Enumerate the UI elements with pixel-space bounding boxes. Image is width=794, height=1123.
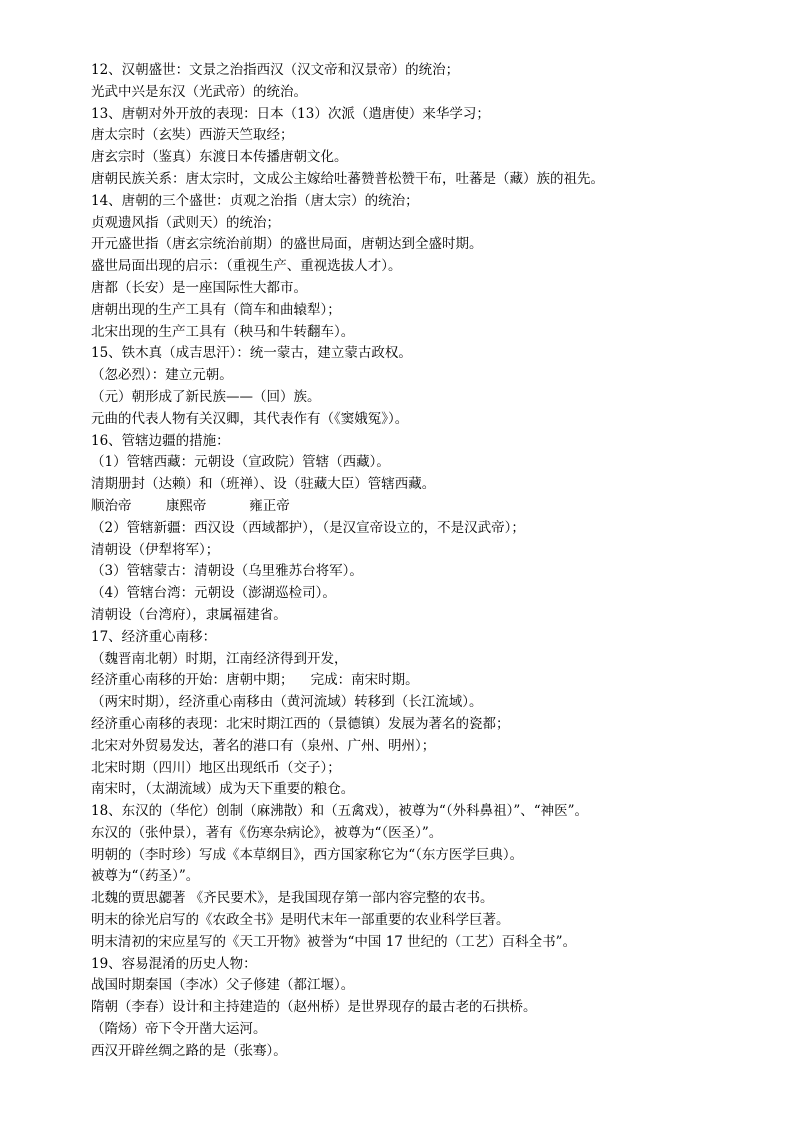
text-line: 元曲的代表人物有关汉卿，其代表作有（《窦娥冤》）。 [91,410,409,427]
text-line: 明末的徐光启写的《农政全书》是明代末年一部重要的农业科学巨著。 [91,912,510,929]
text-line: 18、东汉的（华佗）创制（麻沸散）和（五禽戏），被尊为“（外科鼻祖）”、“神医”。 [91,803,589,820]
text-line: 被尊为“（药圣）”。 [91,868,200,885]
text-line: 隋朝（李春）设计和主持建造的（赵州桥）是世界现存的最古老的石拱桥。 [91,999,537,1016]
text-line: 北宋对外贸易发达，著名的港口有（泉州、广州、明州）； [91,737,436,754]
text-line: 明朝的（李时珍）写成《本草纲目》，西方国家称它为“（东方医学巨典）。 [91,846,524,863]
text-line: 唐太宗时（玄奘）西游天竺取经； [91,127,294,144]
text-line: 北魏的贾思勰著 《齐民要术》，是我国现存第一部内容完整的农书。 [91,890,494,907]
text-line: （忽必烈）：建立元朝。 [91,367,233,384]
text-line: 13、唐朝对外开放的表现：日本（13）次派（遣唐使）来华学习； [91,105,490,122]
text-line: 唐玄宗时（鉴真）东渡日本传播唐朝文化。 [91,149,348,166]
text-line: （魏晋南北朝）时期，江南经济得到开发， [91,650,348,667]
text-line: （两宋时期），经济重心南移由（黄河流域）转移到（长江流域）。 [91,694,483,711]
text-line: （3）管辖蒙古：清朝设（乌里雅苏台将军）。 [91,563,363,580]
text-line: 唐朝出现的生产工具有（筒车和曲辕犁）； [91,301,341,318]
text-line: 战国时期秦国（李冰）父子修建（都江堰）。 [91,977,355,994]
text-line: （2）管辖新疆：西汉设（西域都护），（是汉宣帝设立的，不是汉武帝）； [91,519,525,536]
text-line: 西汉开辟丝绸之路的是（张骞）。 [91,1042,287,1059]
text-line: 贞观遗风指（武则天）的统治； [91,214,280,231]
text-line: 19、容易混淆的历史人物： [91,955,257,972]
text-line: 17、经济重心南移： [91,628,217,645]
text-line: 南宋时，（太湖流域）成为天下重要的粮仓。 [91,781,355,798]
text-line: （隋炀）帝下令开凿大运河。 [91,1021,267,1038]
document-page [91,60,751,1063]
text-line: 12、汉朝盛世：文景之治指西汉（汉文帝和汉景帝）的统治； [91,62,460,78]
text-line: 清朝设（台湾府），隶属福建省。 [91,606,287,623]
text-line: 经济重心南移的表现：北宋时期江西的（景德镇）发展为著名的瓷都； [91,715,510,732]
text-line: （4）管辖台湾：元朝设（澎湖巡检司）。 [91,585,336,602]
text-line: 开元盛世指（唐玄宗统治前期）的盛世局面，唐朝达到全盛时期。 [91,236,483,253]
text-line: 14、唐朝的三个盛世：贞观之治指（唐太宗）的统治； [91,192,419,209]
text-line: 唐朝民族关系：唐太宗时，文成公主嫁给吐蕃赞普松赞干布，吐蕃是（藏）族的祖先。 [91,170,604,187]
text-line: 顺治帝 康熙帝 雍正帝 [91,497,290,514]
text-line: 东汉的（张仲景），著有《伤寒杂病论》，被尊为“（医圣）”。 [91,824,443,841]
text-line: 清朝设（伊犁将军）； [91,541,220,558]
text-line: 清期册封（达赖）和（班禅）、设（驻藏大臣）管辖西藏。 [91,476,436,493]
text-line: 明末清初的宋应星写的《天工开物》被誉为“中国 17 世纪的（工艺）百科全书”。 [91,933,577,950]
text-line: 经济重心南移的开始：唐朝中期； 完成：南宋时期。 [91,672,419,689]
text-line: 16、管辖边疆的措施： [91,432,230,449]
text-line: （1）管辖西藏：元朝设（宣政院）管辖（西藏）。 [91,454,390,471]
text-line: 15、铁木真（成吉思汗）：统一蒙古，建立蒙古政权。 [91,345,412,362]
text-line: （元）朝形成了新民族——（回）族。 [91,388,321,405]
text-line: 唐都（长安）是一座国际性大都市。 [91,279,307,296]
text-line: 盛世局面出现的启示：（重视生产、重视选拔人才）。 [91,258,402,275]
text-line: 光武中兴是东汉（光武帝）的统治。 [91,83,307,100]
text-line: 北宋时期（四川）地区出现纸币（交子）； [91,759,341,776]
text-line: 北宋出现的生产工具有（秧马和牛转翻车）。 [91,323,355,340]
